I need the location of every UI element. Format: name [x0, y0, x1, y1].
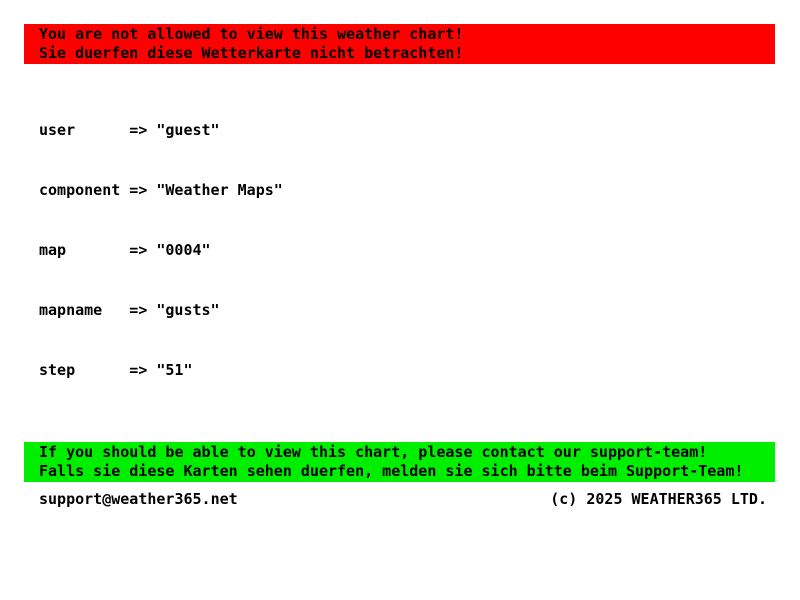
arrow-glyph: =>	[129, 121, 148, 139]
info-banner-line-en: If you should be able to view this chart, please contact our support-team!	[39, 443, 708, 461]
detail-key: mapname	[39, 301, 103, 319]
error-banner-line-de: Sie duerfen diese Wetterkarte nicht betrachten!	[39, 44, 464, 62]
detail-row-component	[39, 180, 800, 200]
detail-key: step	[39, 361, 76, 379]
copyright-notice: (c) 2025 WEATHER365 LTD.	[550, 490, 767, 508]
detail-row-mapname	[39, 300, 800, 320]
detail-row-step	[39, 360, 800, 380]
detail-value: "guest"	[156, 121, 220, 139]
detail-key: component	[39, 181, 121, 199]
detail-value: "Weather Maps"	[156, 181, 283, 199]
request-details	[39, 80, 800, 420]
error-banner	[24, 24, 775, 64]
detail-value: "gusts"	[156, 301, 220, 319]
detail-value: "0004"	[156, 241, 211, 259]
arrow-glyph: =>	[129, 361, 148, 379]
arrow-glyph: =>	[129, 301, 148, 319]
arrow-glyph: =>	[129, 181, 148, 199]
detail-row-map	[39, 240, 800, 260]
arrow-glyph: =>	[129, 241, 148, 259]
detail-row-user	[39, 120, 800, 140]
detail-key: user	[39, 121, 76, 139]
detail-value: "51"	[156, 361, 193, 379]
error-banner-line-en: You are not allowed to view this weather chart!	[39, 25, 464, 43]
detail-key: map	[39, 241, 67, 259]
info-banner	[24, 442, 775, 482]
info-banner-line-de: Falls sie diese Karten sehen duerfen, melden sie sich bitte beim Support-Team!	[39, 462, 744, 480]
support-email: support@weather365.net	[39, 490, 238, 508]
footer	[24, 489, 775, 509]
